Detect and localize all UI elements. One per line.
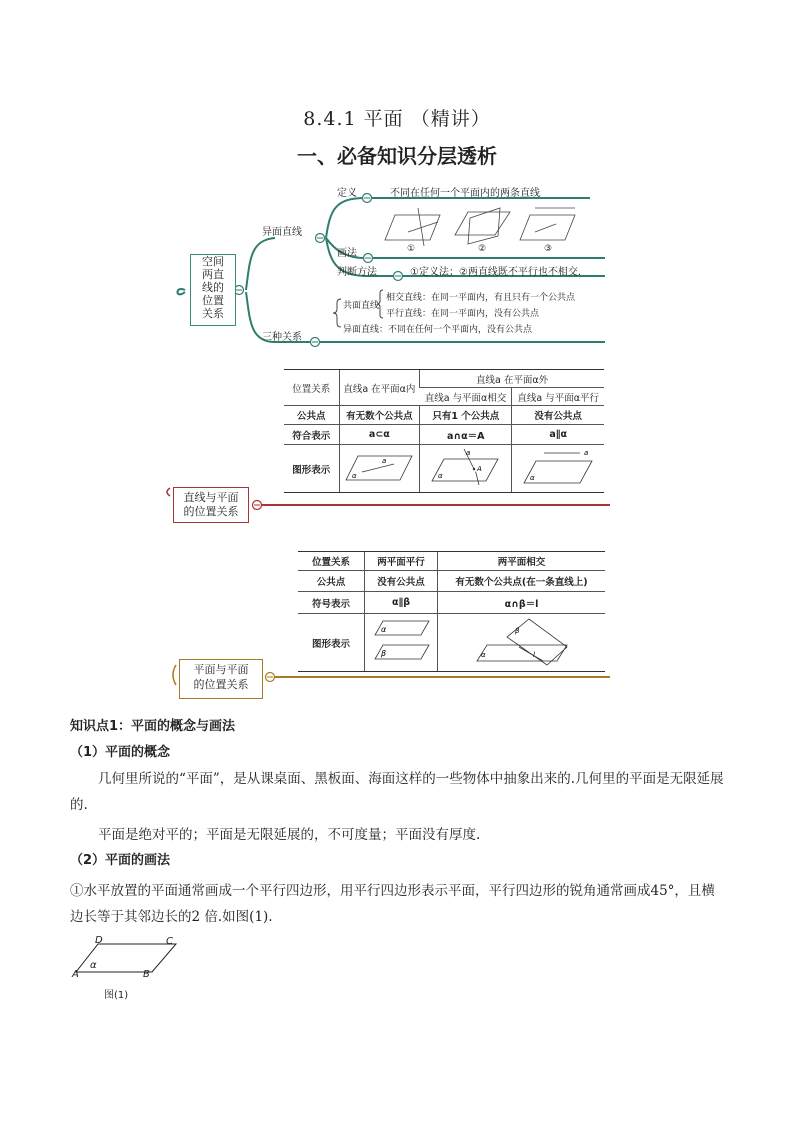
paragraph-properties: 平面是绝对平的；平面是无限延展的，不可度量；平面没有厚度.	[98, 827, 481, 843]
node-gongmian: 共面直线	[343, 301, 380, 311]
svg-text:a: a	[382, 457, 387, 465]
node-judge-label: 判断方法	[337, 267, 377, 278]
paragraph-drawing: ①水平放置的平面通常画成一个平行四边形，用平行四边形表示平面，平行四边形的锐角通常画成45°，且横边长等于其邻边长的2 倍.如图(1).	[70, 883, 715, 925]
knowledge-point-1: 知识点1：平面的概念与画法	[70, 719, 236, 734]
t1-h-cross: 直线a 与平面α相交	[420, 388, 512, 406]
svg-text:α: α	[381, 625, 387, 634]
line-plane-table	[284, 369, 604, 493]
t2-s1: α∥β	[365, 592, 438, 614]
t1-h-pos: 位置关系	[284, 370, 339, 406]
svg-text:α: α	[480, 651, 486, 659]
svg-text:l: l	[532, 651, 535, 659]
box-line: 直线与平面	[183, 491, 239, 504]
plane-plane-box	[179, 659, 263, 699]
node-three: 三种关系	[262, 332, 302, 343]
t1-r-sym: 符合表示	[284, 425, 339, 445]
t2-r-fig: 图形表示	[298, 614, 365, 672]
root-line: 线的	[202, 281, 224, 294]
t2-c2: 有无数个公共点(在一条直线上)	[438, 571, 606, 592]
t1-r-common: 公共点	[284, 406, 339, 425]
t2-h-par: 两平面平行	[365, 552, 438, 571]
t1-s3: a∥α	[512, 425, 604, 445]
svg-text:β: β	[381, 649, 387, 658]
figure-caption: 图(1)	[104, 990, 129, 1001]
t1-c2: 只有1 个公共点	[420, 406, 512, 425]
table2-connector	[0, 655, 794, 700]
t1-s1: a⊂α	[339, 425, 420, 445]
root-line: 空间	[202, 255, 224, 268]
vertex-b-label: B	[143, 969, 150, 980]
box-line: 平面与平面	[193, 663, 249, 676]
root-line: 关系	[202, 307, 224, 320]
t1-h-in: 直线a 在平面α内	[339, 370, 420, 406]
t1-c1: 有无数个公共点	[339, 406, 420, 425]
root-line: 两直	[202, 268, 224, 281]
table1-connector	[0, 480, 794, 530]
section-title: 一、必备知识分层透析	[297, 144, 497, 168]
box-line: 的位置关系	[183, 505, 239, 518]
t2-h-pos: 位置关系	[298, 552, 365, 571]
vertex-d-label: D	[95, 935, 103, 946]
line-in-plane-figure	[344, 450, 414, 484]
svg-text:α: α	[437, 472, 443, 480]
svg-text:A: A	[476, 465, 482, 473]
t1-c3: 没有公共点	[512, 406, 604, 425]
sub-heading-concept: （1）平面的概念	[70, 745, 171, 760]
node-judge-text: ①定义法；②两直线既不平行也不相交.	[410, 267, 582, 278]
node-def-label: 定义	[337, 188, 357, 199]
root-line: 位置	[202, 294, 224, 307]
t1-h-out: 直线a 在平面α外	[420, 370, 604, 388]
t2-s2: α∩β＝l	[438, 592, 606, 614]
node-yimian: 异面直线	[262, 227, 302, 238]
svg-text:β: β	[514, 627, 519, 635]
t2-r-common: 公共点	[298, 571, 365, 592]
svg-text:α: α	[352, 472, 357, 480]
svg-text:α: α	[530, 474, 535, 482]
fig-num-1: ①	[407, 244, 416, 254]
svg-text:a: a	[584, 449, 589, 457]
box-line: 的位置关系	[193, 678, 249, 691]
t2-h-cross: 两平面相交	[438, 552, 606, 571]
node-yimian2: 异面直线：不同在任何一个平面内，没有公共点	[343, 325, 533, 335]
node-def-text: 不同在任何一个平面内的两条直线	[390, 188, 540, 199]
plane-plane-table	[298, 551, 605, 672]
node-draw-label: 画法	[337, 248, 357, 259]
t1-s2: a∩α＝A	[420, 425, 512, 445]
t2-r-sym: 符号表示	[298, 592, 365, 614]
vertex-a-label: A	[72, 969, 79, 980]
node-xiangjiao: 相交直线：在同一平面内，有且只有一个公共点	[386, 293, 576, 303]
plane-alpha-label: α	[90, 960, 97, 971]
vertex-c-label: C	[166, 936, 173, 947]
mindmap-root-box	[190, 254, 236, 326]
page-title: 8.4.1 平面 （精讲）	[303, 108, 491, 130]
fig-num-3: ③	[544, 244, 553, 254]
t1-h-par: 直线a 与平面α平行	[512, 388, 604, 406]
paragraph-concept: 几何里所说的“平面”，是从课桌面、黑板面、海面这样的一些物体中抽象出来的.几何里的平面是无限延展的.	[70, 771, 724, 813]
line-plane-box	[173, 487, 249, 523]
node-pingxing: 平行直线：在同一平面内，没有公共点	[386, 309, 540, 319]
t1-r-fig: 图形表示	[284, 445, 339, 493]
sub-heading-drawing: （2）平面的画法	[70, 853, 171, 868]
fig-num-2: ②	[478, 244, 487, 254]
svg-text:a: a	[465, 449, 471, 457]
t2-c1: 没有公共点	[365, 571, 438, 592]
